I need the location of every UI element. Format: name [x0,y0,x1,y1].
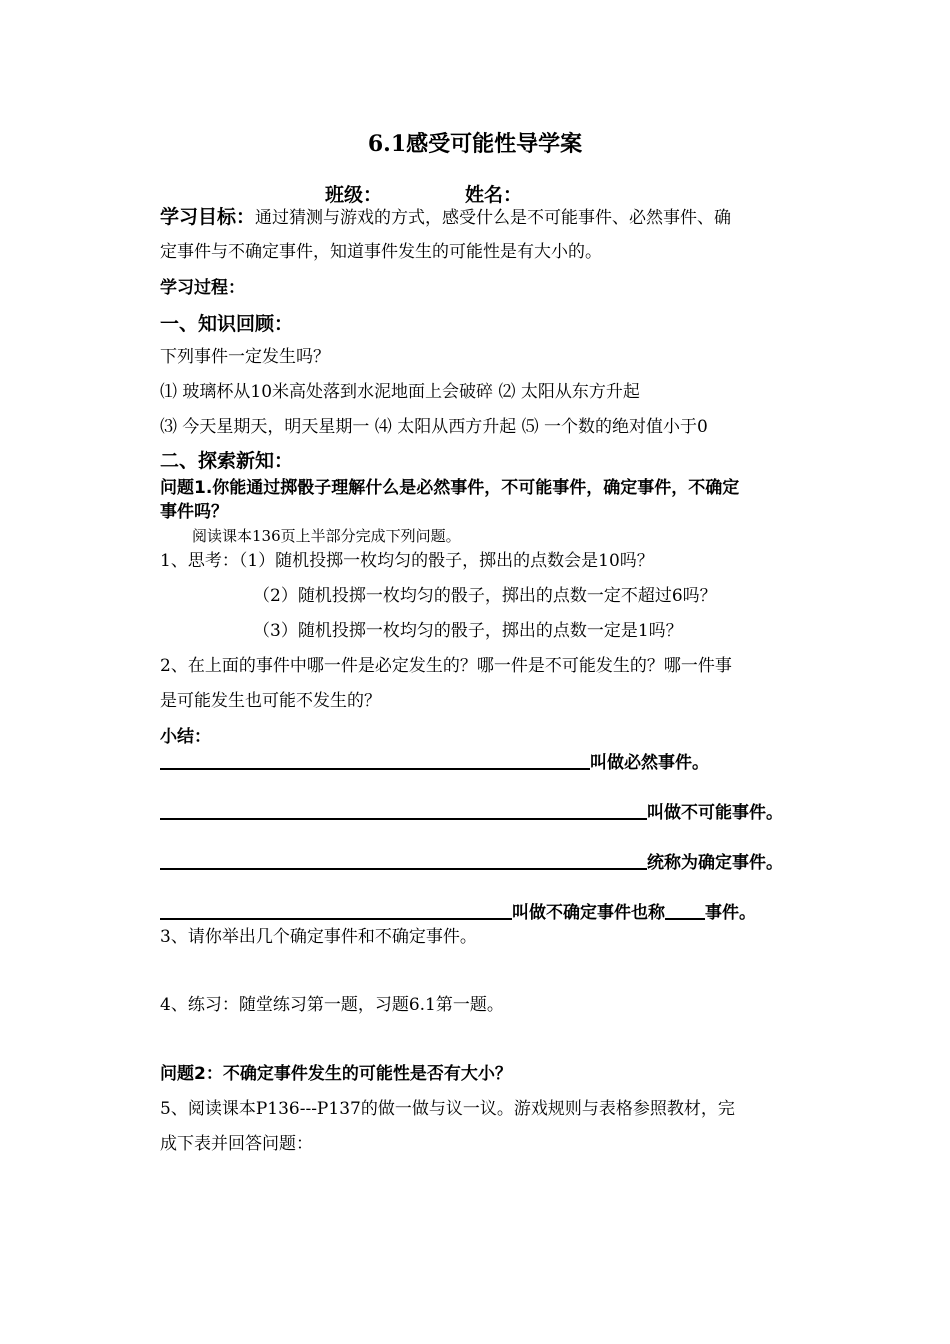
review-line-2: ⑶ 今天星期天，明天星期一 ⑷ 太阳从西方升起 ⑸ 一个数的绝对值小于0 [160,417,708,437]
blank-4-suffix-b: 事件。 [705,903,756,923]
blank-4-suffix-a: 叫做不确定事件也称 [512,903,665,923]
blank-3-suffix: 统称为确定事件。 [647,853,783,873]
read-note: 阅读课本136页上半部分完成下列问题。 [192,527,461,545]
answer-blank[interactable] [160,750,590,770]
name-label: 姓名： [465,184,523,206]
item3: 3、请你举出几个确定事件和不确定事件。 [160,927,477,947]
summary-blank-1 [160,750,709,774]
review-line-1: ⑴ 玻璃杯从10米高处落到水泥地面上会破碎 ⑵ 太阳从东方升起 [160,382,640,402]
answer-blank[interactable] [160,850,647,870]
summary-label: 小结： [160,727,211,747]
item5-line-2: 成下表并回答问题： [160,1134,313,1154]
answer-blank-short[interactable] [665,900,705,920]
goal-label: 学习目标： [160,206,256,228]
page-title: 6.1感受可能性导学案 [367,131,583,157]
item5-line-1: 5、阅读课本P136---P137的做一做与议一议。游戏规则与表格参照教材，完 [160,1099,735,1119]
class-label: 班级： [325,184,383,206]
review-heading: 一、知识回顾： [160,313,294,335]
goal-line-1 [160,206,731,229]
blank-1-suffix: 叫做必然事件。 [590,753,709,773]
summary-blank-3 [160,850,783,874]
item4: 4、练习：随堂练习第一题，习题6.1第一题。 [160,995,504,1015]
review-question: 下列事件一定发生吗？ [160,347,330,367]
blank-2-suffix: 叫做不可能事件。 [647,803,783,823]
think-3: （3）随机投掷一枚均匀的骰子，掷出的点数一定是1吗？ [253,621,683,641]
answer-blank[interactable] [160,900,512,920]
q1-line-2: 事件吗？ [160,502,228,522]
class-name-line [325,180,522,207]
summary-blank-4 [160,900,756,924]
process-label: 学习过程： [160,278,245,298]
summary-blank-2 [160,800,783,824]
explore-heading: 二、探索新知： [160,450,294,472]
think-1: 1、思考：（1）随机投掷一枚均匀的骰子，掷出的点数会是10吗？ [160,551,654,571]
goal-text-2: 定事件与不确定事件，知道事件发生的可能性是有大小的。 [160,242,602,262]
goal-text-1: 通过猜测与游戏的方式，感受什么是不可能事件、必然事件、确 [255,208,732,228]
think-2: （2）随机投掷一枚均匀的骰子，掷出的点数一定不超过6吗？ [253,586,717,606]
q1-line-1: 问题1.你能通过掷骰子理解什么是必然事件，不可能事件，确定事件，不确定 [160,478,740,498]
item2-line-2: 是可能发生也可能不发生的？ [160,691,381,711]
item2-line-1: 2、在上面的事件中哪一件是必定发生的？哪一件是不可能发生的？哪一件事 [160,656,732,676]
answer-blank[interactable] [160,800,647,820]
q2-heading: 问题2：不确定事件发生的可能性是否有大小？ [160,1064,512,1084]
